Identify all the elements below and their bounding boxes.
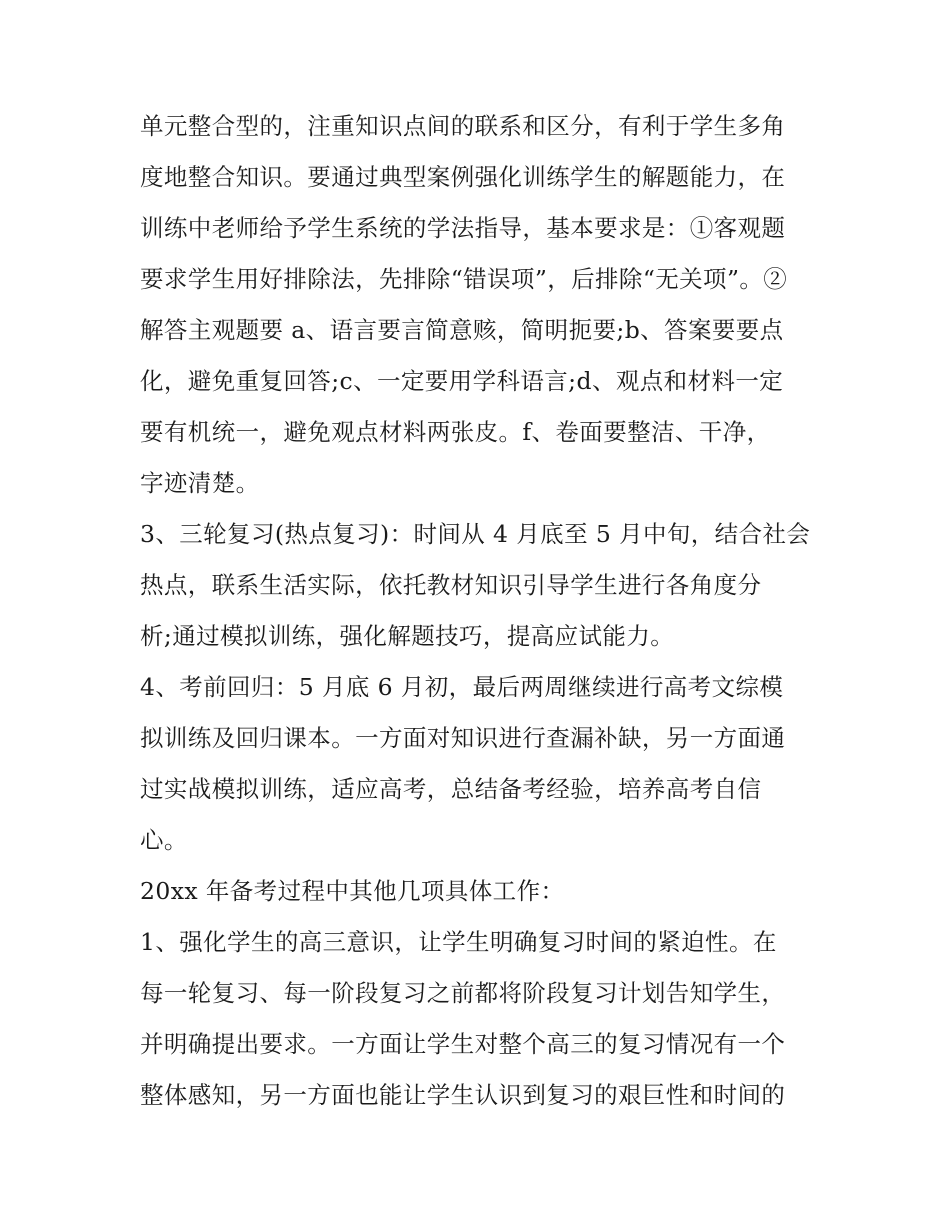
text-line: 单元整合型的，注重知识点间的联系和区分，有利于学生多角: [140, 112, 786, 140]
text-line: 度地整合知识。要通过典型案例强化训练学生的解题能力，在: [140, 163, 786, 191]
text-line: 要求学生用好排除法，先排除“错误项”，后排除“无关项”。②: [140, 265, 788, 293]
text-line: 心。: [140, 826, 188, 854]
text-line: 热点，联系生活实际，依托教材知识引导学生进行各角度分: [140, 571, 762, 599]
text-line: 要有机统一，避免观点材料两张皮。f、卷面要整洁、干净，: [140, 418, 771, 446]
text-line: 拟训练及回归课本。一方面对知识进行查漏补缺，另一方面通: [140, 724, 786, 752]
text-line: 训练中老师给予学生系统的学法指导，基本要求是：①客观题: [140, 214, 786, 242]
text-line: 每一轮复习、每一阶段复习之前都将阶段复习计划告知学生，: [140, 979, 786, 1007]
text-line: 20xx 年备考过程中其他几项具体工作：: [140, 877, 565, 905]
text-line: 化，避免重复回答;c、一定要用学科语言;d、观点和材料一定: [140, 367, 784, 395]
text-line: 过实战模拟训练，适应高考，总结备考经验，培养高考自信: [140, 775, 762, 803]
text-line: 3、三轮复习(热点复习)：时间从 4 月底至 5 月中旬，结合社会: [140, 520, 811, 548]
text-line: 字迹清楚。: [140, 469, 260, 497]
document-body: [140, 101, 812, 1121]
text-line: 并明确提出要求。一方面让学生对整个高三的复习情况有一个: [140, 1030, 786, 1058]
text-line: 解答主观题要 a、语言要言简意赅，简明扼要;b、答案要要点: [140, 316, 784, 344]
text-line: 1、强化学生的高三意识，让学生明确复习时间的紧迫性。在: [140, 928, 777, 956]
text-line: 析;通过模拟训练，强化解题技巧，提高应试能力。: [140, 622, 675, 650]
text-line: 4、考前回归：5 月底 6 月初，最后两周继续进行高考文综模: [140, 673, 784, 701]
text-line: 整体感知，另一方面也能让学生认识到复习的艰巨性和时间的: [140, 1081, 786, 1109]
